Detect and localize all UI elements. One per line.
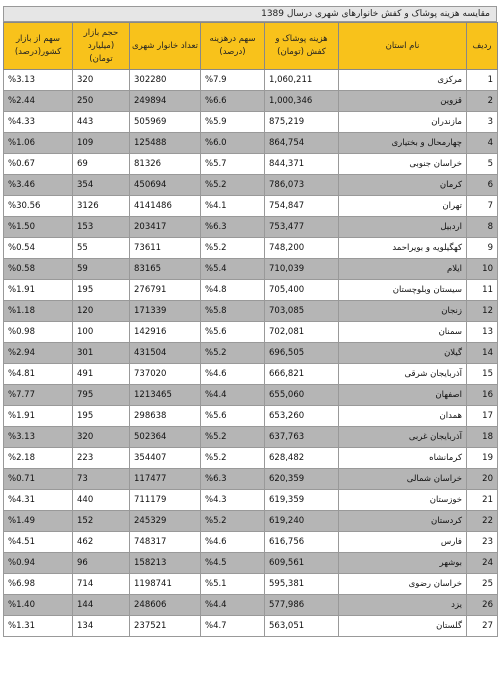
cell-share: %5.7 (201, 154, 265, 175)
cell-rank: 12 (467, 301, 498, 322)
table-row (4, 448, 498, 469)
cell-rank: 8 (467, 217, 498, 238)
cell-market-size: 69 (73, 154, 130, 175)
cell-province: کهگیلویه و بویراحمد (339, 238, 467, 259)
cell-province: خراسان شمالی (339, 469, 467, 490)
cell-share: %4.6 (201, 364, 265, 385)
header-province: نام استان (339, 23, 467, 70)
cell-households: 4141486 (130, 196, 201, 217)
cell-cost: 628,482 (265, 448, 339, 469)
cell-share: %6.6 (201, 91, 265, 112)
header-market-size: حجم بازار (میلیارد تومان) (73, 23, 130, 70)
cell-province: فارس (339, 532, 467, 553)
cell-market-size: 440 (73, 490, 130, 511)
cell-share: %4.8 (201, 280, 265, 301)
cell-cost: 1,060,211 (265, 70, 339, 91)
cell-market-size: 714 (73, 574, 130, 595)
cell-market-size: 144 (73, 595, 130, 616)
cell-market-size: 195 (73, 280, 130, 301)
cell-cost: 748,200 (265, 238, 339, 259)
cell-rank: 15 (467, 364, 498, 385)
cell-rank: 25 (467, 574, 498, 595)
cell-share: %5.2 (201, 175, 265, 196)
table-row (4, 217, 498, 238)
cell-rank: 4 (467, 133, 498, 154)
table-row (4, 175, 498, 196)
cell-province: تهران (339, 196, 467, 217)
cell-market-share: %3.46 (4, 175, 73, 196)
cell-cost: 705,400 (265, 280, 339, 301)
cell-households: 502364 (130, 427, 201, 448)
cell-market-share: %3.13 (4, 70, 73, 91)
table-row (4, 511, 498, 532)
cell-market-share: %0.58 (4, 259, 73, 280)
cell-households: 83165 (130, 259, 201, 280)
cell-province: ایلام (339, 259, 467, 280)
cell-rank: 19 (467, 448, 498, 469)
cell-rank: 9 (467, 238, 498, 259)
cell-households: 302280 (130, 70, 201, 91)
cell-households: 203417 (130, 217, 201, 238)
cell-market-share: %4.51 (4, 532, 73, 553)
cell-province: همدان (339, 406, 467, 427)
data-table (3, 22, 498, 637)
cell-households: 125488 (130, 133, 201, 154)
table-row (4, 364, 498, 385)
cell-market-share: %0.94 (4, 553, 73, 574)
cell-cost: 616,756 (265, 532, 339, 553)
cell-share: %4.4 (201, 595, 265, 616)
cell-market-share: %1.91 (4, 280, 73, 301)
cell-share: %4.4 (201, 385, 265, 406)
table-title: مقایسه هزینه پوشاک و کفش خانوارهای شهری درسال 1389 (3, 6, 497, 22)
cell-cost: 753,477 (265, 217, 339, 238)
cell-cost: 864,754 (265, 133, 339, 154)
cell-rank: 5 (467, 154, 498, 175)
cell-share: %6.3 (201, 217, 265, 238)
cell-cost: 754,847 (265, 196, 339, 217)
cell-cost: 620,359 (265, 469, 339, 490)
cell-cost: 655,060 (265, 385, 339, 406)
cell-cost: 844,371 (265, 154, 339, 175)
cell-market-size: 100 (73, 322, 130, 343)
cell-market-share: %7.77 (4, 385, 73, 406)
cell-households: 354407 (130, 448, 201, 469)
cell-share: %5.2 (201, 238, 265, 259)
cell-province: بوشهر (339, 553, 467, 574)
cell-cost: 666,821 (265, 364, 339, 385)
cell-market-share: %4.33 (4, 112, 73, 133)
table-row (4, 133, 498, 154)
cell-households: 450694 (130, 175, 201, 196)
cell-cost: 1,000,346 (265, 91, 339, 112)
cell-households: 1198741 (130, 574, 201, 595)
cell-share: %5.9 (201, 112, 265, 133)
cell-share: %6.0 (201, 133, 265, 154)
cell-market-size: 120 (73, 301, 130, 322)
cell-rank: 7 (467, 196, 498, 217)
cell-share: %5.6 (201, 322, 265, 343)
table-row (4, 385, 498, 406)
cell-market-size: 152 (73, 511, 130, 532)
cell-households: 249894 (130, 91, 201, 112)
cell-share: %5.2 (201, 427, 265, 448)
cell-cost: 563,051 (265, 616, 339, 637)
cell-households: 737020 (130, 364, 201, 385)
cell-province: مازندران (339, 112, 467, 133)
cell-province: آذربایجان شرقی (339, 364, 467, 385)
table-container (3, 0, 497, 637)
cell-households: 117477 (130, 469, 201, 490)
table-row (4, 427, 498, 448)
table-row (4, 490, 498, 511)
cell-market-share: %1.06 (4, 133, 73, 154)
header-rank: ردیف (467, 23, 498, 70)
table-row (4, 91, 498, 112)
cell-cost: 786,073 (265, 175, 339, 196)
table-row (4, 469, 498, 490)
cell-households: 298638 (130, 406, 201, 427)
cell-market-share: %1.31 (4, 616, 73, 637)
cell-cost: 619,240 (265, 511, 339, 532)
cell-market-size: 443 (73, 112, 130, 133)
table-row (4, 322, 498, 343)
cell-share: %5.8 (201, 301, 265, 322)
cell-province: کرمان (339, 175, 467, 196)
cell-share: %4.5 (201, 553, 265, 574)
cell-market-size: 320 (73, 427, 130, 448)
cell-market-share: %4.81 (4, 364, 73, 385)
cell-province: چهارمحال و بختیاری (339, 133, 467, 154)
cell-province: کردستان (339, 511, 467, 532)
cell-market-size: 73 (73, 469, 130, 490)
cell-households: 748317 (130, 532, 201, 553)
cell-cost: 702,081 (265, 322, 339, 343)
cell-cost: 619,359 (265, 490, 339, 511)
cell-market-share: %3.13 (4, 427, 73, 448)
cell-households: 505969 (130, 112, 201, 133)
cell-market-size: 55 (73, 238, 130, 259)
cell-market-share: %1.91 (4, 406, 73, 427)
cell-cost: 595,381 (265, 574, 339, 595)
cell-rank: 21 (467, 490, 498, 511)
cell-province: سیستان وبلوچستان (339, 280, 467, 301)
cell-province: یزد (339, 595, 467, 616)
cell-households: 171339 (130, 301, 201, 322)
cell-rank: 13 (467, 322, 498, 343)
cell-rank: 27 (467, 616, 498, 637)
cell-market-size: 153 (73, 217, 130, 238)
cell-market-size: 96 (73, 553, 130, 574)
cell-share: %5.2 (201, 511, 265, 532)
table-row (4, 70, 498, 91)
table-row (4, 406, 498, 427)
cell-market-share: %1.40 (4, 595, 73, 616)
cell-province: خراسان جنوبی (339, 154, 467, 175)
cell-market-share: %30.56 (4, 196, 73, 217)
cell-rank: 10 (467, 259, 498, 280)
cell-households: 245329 (130, 511, 201, 532)
cell-rank: 20 (467, 469, 498, 490)
cell-share: %6.3 (201, 469, 265, 490)
cell-households: 1213465 (130, 385, 201, 406)
cell-households: 142916 (130, 322, 201, 343)
cell-share: %5.4 (201, 259, 265, 280)
header-market-share: سهم از بازار کشور(درصد) (4, 23, 73, 70)
cell-rank: 3 (467, 112, 498, 133)
cell-cost: 609,561 (265, 553, 339, 574)
cell-rank: 14 (467, 343, 498, 364)
table-row (4, 553, 498, 574)
cell-cost: 710,039 (265, 259, 339, 280)
cell-province: اردبیل (339, 217, 467, 238)
cell-market-size: 795 (73, 385, 130, 406)
table-row (4, 574, 498, 595)
cell-market-share: %1.49 (4, 511, 73, 532)
cell-market-share: %0.71 (4, 469, 73, 490)
cell-market-share: %2.18 (4, 448, 73, 469)
cell-market-share: %6.98 (4, 574, 73, 595)
cell-share: %5.6 (201, 406, 265, 427)
cell-market-share: %1.18 (4, 301, 73, 322)
table-row (4, 112, 498, 133)
cell-households: 248606 (130, 595, 201, 616)
cell-households: 276791 (130, 280, 201, 301)
header-share: سهم درهزینه (درصد) (201, 23, 265, 70)
table-row (4, 595, 498, 616)
cell-households: 237521 (130, 616, 201, 637)
table-row (4, 154, 498, 175)
cell-province: مرکزی (339, 70, 467, 91)
cell-share: %5.1 (201, 574, 265, 595)
cell-households: 73611 (130, 238, 201, 259)
cell-market-size: 59 (73, 259, 130, 280)
cell-cost: 696,505 (265, 343, 339, 364)
cell-households: 81326 (130, 154, 201, 175)
cell-households: 431504 (130, 343, 201, 364)
cell-rank: 16 (467, 385, 498, 406)
cell-rank: 18 (467, 427, 498, 448)
cell-province: خراسان رضوی (339, 574, 467, 595)
cell-market-share: %0.54 (4, 238, 73, 259)
cell-province: آذربایجان غربی (339, 427, 467, 448)
cell-market-share: %0.67 (4, 154, 73, 175)
cell-rank: 1 (467, 70, 498, 91)
cell-province: قزوین (339, 91, 467, 112)
cell-cost: 577,986 (265, 595, 339, 616)
cell-rank: 23 (467, 532, 498, 553)
cell-rank: 2 (467, 91, 498, 112)
cell-market-size: 3126 (73, 196, 130, 217)
table-row (4, 301, 498, 322)
cell-market-size: 491 (73, 364, 130, 385)
cell-share: %7.9 (201, 70, 265, 91)
cell-rank: 22 (467, 511, 498, 532)
cell-market-share: %0.98 (4, 322, 73, 343)
cell-province: سمنان (339, 322, 467, 343)
cell-share: %5.2 (201, 448, 265, 469)
table-body (4, 70, 498, 637)
cell-cost: 637,763 (265, 427, 339, 448)
cell-market-share: %4.31 (4, 490, 73, 511)
table-row (4, 343, 498, 364)
cell-share: %5.2 (201, 343, 265, 364)
cell-market-size: 462 (73, 532, 130, 553)
cell-province: زنجان (339, 301, 467, 322)
cell-share: %4.6 (201, 532, 265, 553)
cell-market-size: 134 (73, 616, 130, 637)
cell-households: 158213 (130, 553, 201, 574)
cell-province: گلستان (339, 616, 467, 637)
cell-market-share: %2.44 (4, 91, 73, 112)
cell-rank: 26 (467, 595, 498, 616)
cell-province: اصفهان (339, 385, 467, 406)
cell-households: 711179 (130, 490, 201, 511)
table-row (4, 259, 498, 280)
cell-market-share: %1.50 (4, 217, 73, 238)
cell-market-size: 109 (73, 133, 130, 154)
cell-share: %4.1 (201, 196, 265, 217)
cell-market-size: 223 (73, 448, 130, 469)
table-row (4, 280, 498, 301)
table-row (4, 238, 498, 259)
cell-market-size: 301 (73, 343, 130, 364)
cell-cost: 703,085 (265, 301, 339, 322)
cell-market-size: 195 (73, 406, 130, 427)
cell-market-share: %2.94 (4, 343, 73, 364)
header-households: تعداد خانوار شهری (130, 23, 201, 70)
header-row (4, 23, 498, 70)
cell-share: %4.7 (201, 616, 265, 637)
table-row (4, 532, 498, 553)
cell-rank: 11 (467, 280, 498, 301)
cell-province: گیلان (339, 343, 467, 364)
table-row (4, 616, 498, 637)
header-cost: هزینه پوشاک و کفش (تومان) (265, 23, 339, 70)
cell-rank: 24 (467, 553, 498, 574)
cell-province: کرمانشاه (339, 448, 467, 469)
cell-rank: 6 (467, 175, 498, 196)
cell-province: خوزستان (339, 490, 467, 511)
cell-market-size: 250 (73, 91, 130, 112)
cell-cost: 875,219 (265, 112, 339, 133)
cell-cost: 653,260 (265, 406, 339, 427)
cell-market-size: 354 (73, 175, 130, 196)
cell-market-size: 320 (73, 70, 130, 91)
cell-share: %4.3 (201, 490, 265, 511)
cell-rank: 17 (467, 406, 498, 427)
table-row (4, 196, 498, 217)
